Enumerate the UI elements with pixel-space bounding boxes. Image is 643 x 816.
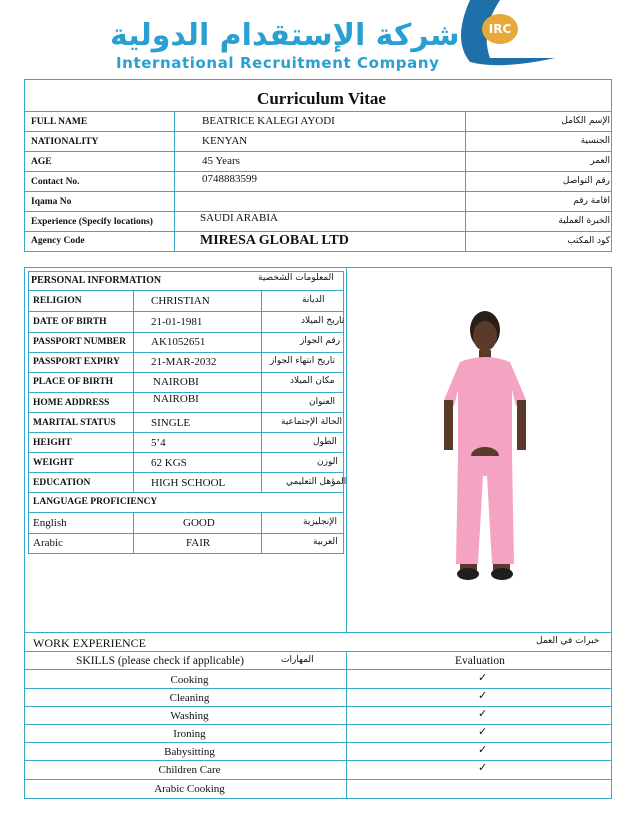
skill-cooking-check: ✓	[478, 672, 488, 684]
height-label: HEIGHT	[33, 438, 72, 448]
contact-label-ar: رقم التواصل	[562, 176, 610, 186]
passport-number-value: AK1052651	[151, 336, 206, 348]
skill-washing: Washing	[170, 710, 209, 722]
home-address-label-ar: العنوان	[309, 397, 336, 407]
skills-header-ar: المهارات	[281, 655, 314, 665]
personal-info-heading: PERSONAL INFORMATION	[31, 275, 162, 286]
skill-ironing: Ironing	[173, 728, 206, 740]
iqama-label-ar: اقامة رقم	[573, 196, 610, 206]
marital-status-value: SINGLE	[151, 417, 191, 429]
skill-babysitting-check: ✓	[478, 744, 488, 756]
nationality-label: NATIONALITY	[31, 137, 99, 147]
skill-ironing-check: ✓	[478, 726, 488, 738]
passport-expiry-label-ar: تاريخ انتهاء الجواز	[270, 356, 336, 366]
experience-label-ar: الخبرة العملية	[558, 216, 610, 226]
company-header	[0, 0, 643, 76]
full-name-label-ar: الإسم الكامل	[561, 116, 610, 126]
skill-children-care-check: ✓	[478, 762, 488, 774]
age-value: 45 Years	[202, 155, 240, 167]
passport-number-label: PASSPORT NUMBER	[33, 337, 127, 347]
dob-label: DATE OF BIRTH	[33, 317, 107, 327]
company-name-arabic: شركة الإستقدام الدولية	[110, 18, 460, 53]
experience-value: SAUDI ARABIA	[200, 212, 278, 224]
passport-expiry-value: 21-MAR-2032	[151, 356, 217, 368]
experience-label: Experience (Specify locations)	[31, 217, 153, 227]
company-name-english: International Recruitment Company	[116, 54, 440, 72]
skills-header: SKILLS (please check if applicable)	[76, 655, 244, 667]
home-address-label: HOME ADDRESS	[33, 398, 110, 408]
weight-label-ar: الوزن	[317, 457, 338, 467]
evaluation-header: Evaluation	[455, 655, 505, 667]
education-label-ar: المؤهل التعليمي	[286, 477, 347, 487]
marital-status-label: MARITAL STATUS	[33, 418, 116, 428]
weight-value: 62 KGS	[151, 457, 187, 469]
place-of-birth-label-ar: مكان الميلاد	[290, 376, 335, 386]
weight-label: WEIGHT	[33, 458, 74, 468]
nationality-label-ar: الجنسية	[580, 136, 610, 146]
agency-code-label: Agency Code	[31, 236, 85, 246]
full-name-label: FULL NAME	[31, 117, 88, 127]
passport-expiry-label: PASSPORT EXPIRY	[33, 357, 120, 367]
home-address-value: NAIROBI	[153, 393, 199, 405]
education-label: EDUCATION	[33, 478, 91, 488]
dob-value: 21-01-1981	[151, 316, 203, 328]
contact-value: 0748883599	[202, 173, 257, 185]
contact-label: Contact No.	[31, 177, 80, 187]
religion-label-ar: الديانة	[302, 295, 325, 305]
skill-cleaning-check: ✓	[478, 690, 488, 702]
full-name-value: BEATRICE KALEGI AYODI	[202, 115, 335, 127]
age-label-ar: العمر	[590, 156, 610, 166]
language-english-label-ar: الإنجليزية	[303, 517, 337, 527]
language-english-value: GOOD	[183, 517, 215, 529]
language-arabic-label: Arabic	[33, 537, 63, 549]
language-proficiency-heading: LANGUAGE PROFICIENCY	[33, 497, 158, 507]
skill-cooking: Cooking	[170, 674, 209, 686]
personal-info-heading-ar: المعلومات الشخصية	[258, 273, 334, 283]
skill-children-care: Children Care	[158, 764, 221, 776]
iqama-label: Iqama No	[31, 197, 72, 207]
company-logo-badge: IRC	[482, 14, 518, 44]
work-experience-heading: WORK EXPERIENCE	[33, 636, 146, 650]
education-value: HIGH SCHOOL	[151, 477, 226, 489]
skill-babysitting: Babysitting	[164, 746, 215, 758]
religion-label: RELIGION	[33, 296, 82, 306]
marital-status-label-ar: الحالة الإجتماعية	[281, 417, 342, 427]
religion-value: CHRISTIAN	[151, 295, 210, 307]
dob-label-ar: تاريخ الميلاد	[301, 316, 345, 326]
skill-cleaning: Cleaning	[169, 692, 210, 704]
nationality-value: KENYAN	[202, 135, 248, 147]
skill-arabic-cooking: Arabic Cooking	[154, 783, 225, 795]
language-english-label: English	[33, 517, 67, 529]
age-label: AGE	[31, 157, 52, 167]
work-experience-heading-ar: خبرات في العمل	[536, 636, 600, 646]
place-of-birth-value: NAIROBI	[153, 376, 199, 388]
passport-number-label-ar: رقم الجواز	[300, 336, 341, 346]
cv-title: Curriculum Vitae	[257, 89, 386, 108]
agency-code-label-ar: كود المكتب	[567, 236, 610, 246]
height-label-ar: الطول	[313, 437, 337, 447]
place-of-birth-label: PLACE OF BIRTH	[33, 377, 114, 387]
language-arabic-value: FAIR	[186, 537, 211, 549]
candidate-photo	[430, 306, 540, 586]
language-arabic-label-ar: العربية	[313, 537, 338, 547]
agency-code-value: MIRESA GLOBAL LTD	[200, 233, 349, 248]
skill-washing-check: ✓	[478, 708, 488, 720]
height-value: 5’4	[151, 437, 166, 449]
